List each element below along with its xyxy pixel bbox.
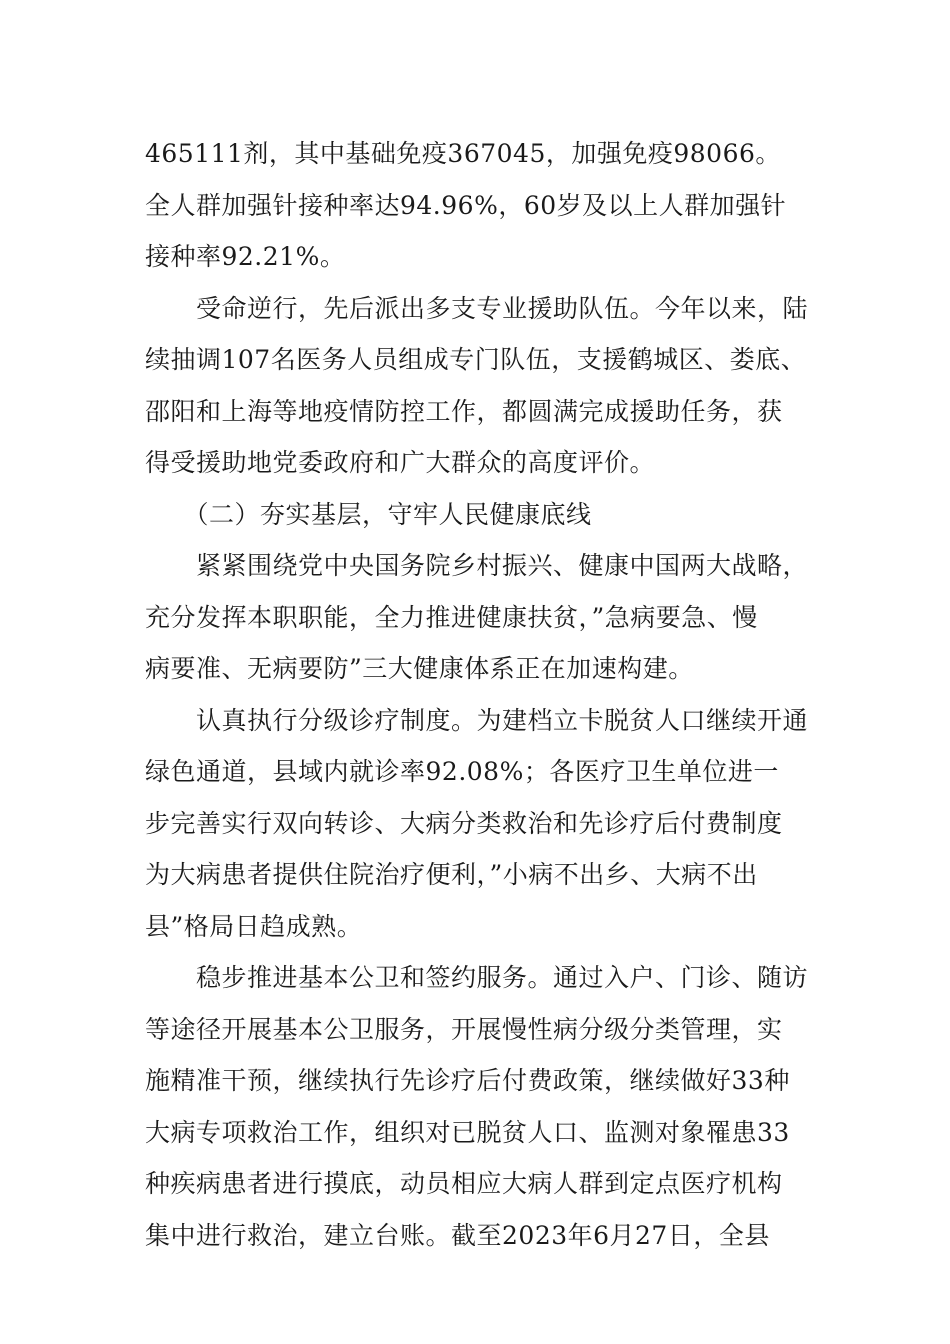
text-line: 步完善实行双向转诊、大病分类救治和先诊疗后付费制度 [145, 808, 783, 838]
text-line: 绿色通道，县域内就诊率92.08%；各医疗卫生单位进一 [145, 757, 779, 786]
text-line: 邵阳和上海等地疫情防控工作，都圆满完成援助任务，获 [145, 396, 783, 426]
text-line: 集中进行救治，建立台账。截至2023年6月27日，全县 [145, 1220, 770, 1250]
text-line: 紧紧围绕党中央国务院乡村振兴、健康中国两大战略， [145, 551, 809, 580]
text-line: 465111剂，其中基础免疫367045，加强免疫98066。 [145, 139, 781, 168]
text-line: 县”格局日趋成熟。 [145, 911, 363, 941]
document-body [145, 128, 835, 1261]
text-line: 受命逆行，先后派出多支专业援助队伍。今年以来，陆 [145, 293, 809, 323]
text-line: 续抽调107名医务人员组成专门队伍，支援鹤城区、娄底、 [145, 345, 807, 374]
text-line: 全人群加强针接种率达94.96%，60岁及以上人群加强针 [145, 190, 787, 220]
text-line: 充分发挥本职职能，全力推进健康扶贫，”急病要急、慢 [145, 602, 758, 632]
text-line: 大病专项救治工作，组织对已脱贫人口、监测对象罹患33 [145, 1117, 790, 1147]
text-line: 认真执行分级诊疗制度。为建档立卡脱贫人口继续开通 [145, 705, 809, 735]
text-line: 为大病患者提供住院治疗便利，”小病不出乡、大病不出 [145, 860, 758, 889]
text-line: 接种率92.21%。 [145, 242, 346, 271]
text-line: 施精准干预，继续执行先诊疗后付费政策，继续做好33种 [145, 1066, 790, 1095]
text-line: 种疾病患者进行摸底，动员相应大病人群到定点医疗机构 [145, 1169, 783, 1198]
text-line: 得受援助地党委政府和广大群众的高度评价。 [145, 448, 656, 477]
text-line: 等途径开展基本公卫服务，开展慢性病分级分类管理，实 [145, 1014, 783, 1044]
section-heading: （二）夯实基层，守牢人民健康底线 [145, 499, 592, 529]
text-line: 病要准、无病要防”三大健康体系正在加速构建。 [145, 654, 694, 683]
text-line: 稳步推进基本公卫和签约服务。通过入户、门诊、随访 [145, 963, 809, 992]
